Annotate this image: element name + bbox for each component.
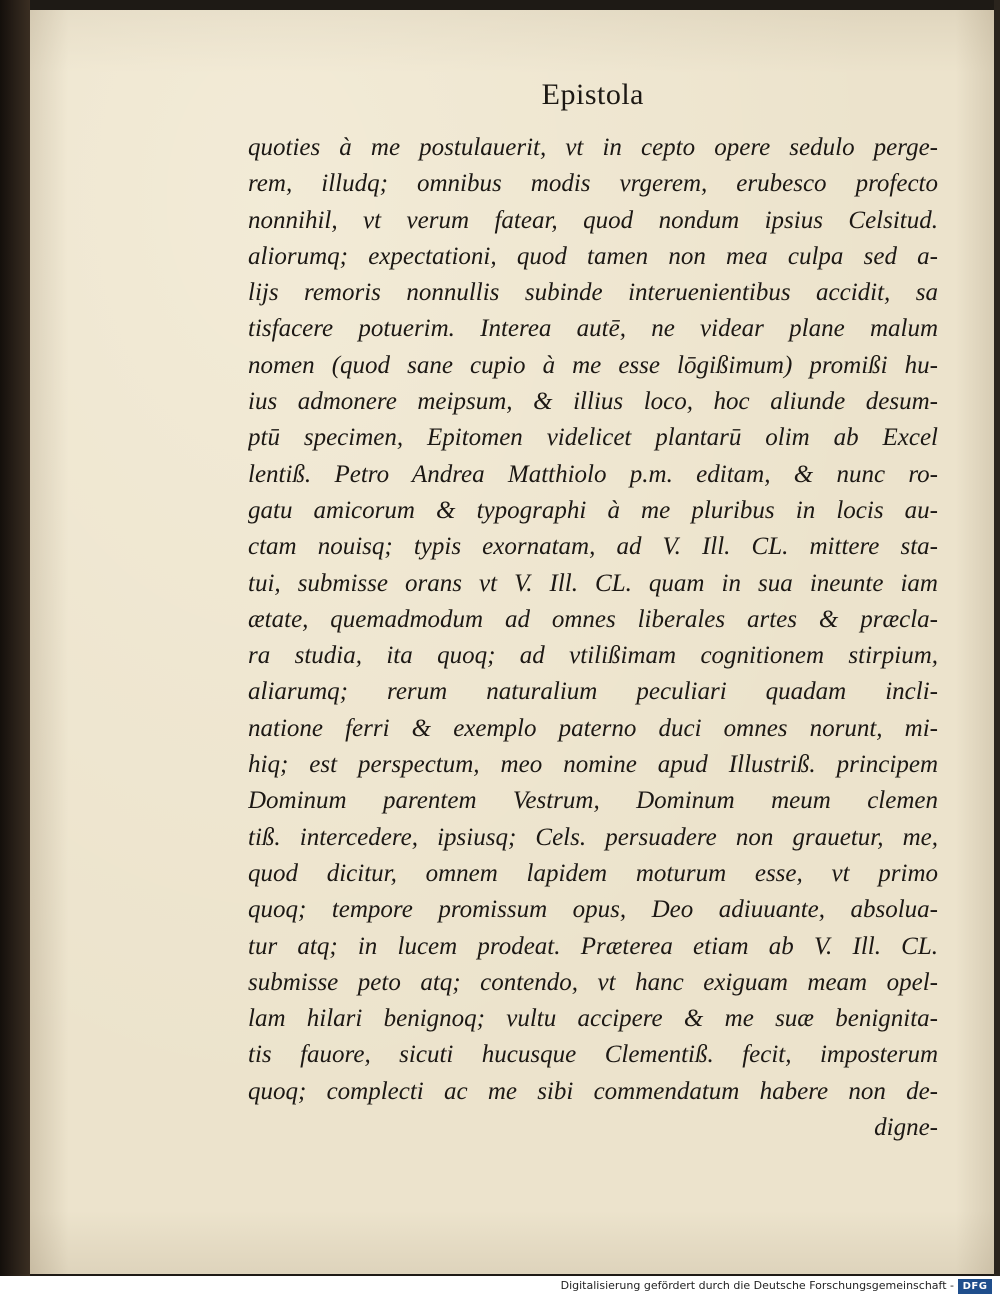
- text-line: quoties à me postulauerit, vt in cepto opere sedulo perge-: [248, 134, 938, 161]
- text-line: tisfacere potuerim. Interea autē, ne videar plane malum: [248, 315, 938, 343]
- text-line: natione ferri & exemplo paterno duci omnes norunt, mi-: [248, 714, 938, 742]
- text-line: rem, illudq; omnibus modis vrgerem, erubesco profecto: [248, 170, 938, 198]
- text-line: ctam nouisq; typis exornatam, ad V. Ill. CL. mittere sta-: [248, 533, 938, 561]
- text-line: submisse peto atq; contendo, vt hanc exiguam meam opel-: [248, 968, 938, 996]
- text-line: hiq; est perspectum, meo nomine apud Illustriß. principem: [248, 751, 938, 779]
- text-line: tis fauore, sicuti hucusque Clementiß. fecit, imposterum: [248, 1041, 938, 1069]
- text-line: nonnihil, vt verum fatear, quod nondum ipsius Celsitud.: [248, 206, 938, 234]
- text-line: ra studia, ita quoq; ad vtilißimam cognitionem stirpium,: [248, 642, 938, 670]
- book-page: [30, 10, 994, 1274]
- text-line: tiß. intercedere, ipsiusq; Cels. persuadere non grauetur, me,: [248, 823, 938, 851]
- text-line: ætate, quemadmodum ad omnes liberales artes & præcla-: [248, 605, 938, 633]
- page-right-edge: [994, 0, 1000, 1276]
- book-binding-edge: [0, 0, 30, 1276]
- text-line: lam hilari benignoq; vultu accipere & me suæ benignita-: [248, 1005, 938, 1033]
- text-line: ius admonere meipsum, & illius loco, hoc aliunde desum-: [248, 388, 938, 416]
- text-line: quoq; complecti ac me sibi commendatum habere non de-: [248, 1077, 938, 1105]
- text-line: ptū specimen, Epitomen videlicet plantarū olim ab Excel: [248, 424, 938, 452]
- text-line: gatu amicorum & typographi à me pluribus in locis au-: [248, 496, 938, 524]
- dfg-logo[interactable]: DFG: [958, 1279, 992, 1294]
- text-line: lijs remoris nonnullis subinde interuenientibus accidit, sa: [248, 279, 938, 307]
- text-line: tui, submisse orans vt V. Ill. CL. quam in sua ineunte iam: [248, 569, 938, 597]
- text-line: Dominum parentem Vestrum, Dominum meum clemen: [248, 787, 938, 815]
- page-heading: Epistola: [541, 78, 644, 111]
- text-line: quoq; tempore promissum opus, Deo adiuuante, absolua-: [248, 896, 938, 924]
- text-line: tur atq; in lucem prodeat. Præterea etiam ab V. Ill. CL.: [248, 932, 938, 960]
- text-line: aliorumq; expectationi, quod tamen non mea culpa sed a-: [248, 242, 938, 270]
- text-line: lentiß. Petro Andrea Matthiolo p.m. editam, & nunc ro-: [248, 460, 938, 488]
- text-line: nomen (quod sane cupio à me esse lōgißimum) promißi hu-: [248, 351, 938, 379]
- text-line: quod dicitur, omnem lapidem moturum esse, vt primo: [248, 859, 938, 887]
- footer-bar: [0, 1276, 1000, 1297]
- body-text: [248, 130, 938, 1146]
- funding-credit: Digitalisierung gefördert durch die Deutsche Forschungsgemeinschaft -: [560, 1279, 954, 1292]
- text-line: aliarumq; rerum naturalium peculiari quadam incli-: [248, 678, 938, 706]
- catchword: digne-: [874, 1114, 938, 1142]
